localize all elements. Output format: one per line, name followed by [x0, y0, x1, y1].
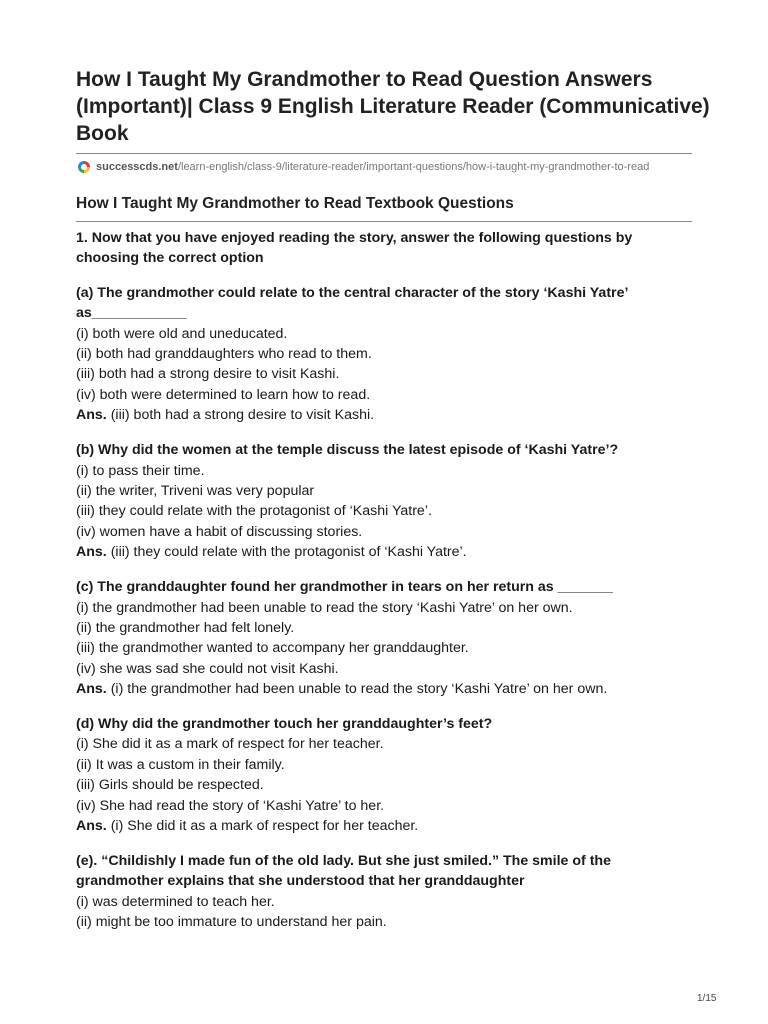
site-favicon-icon: [78, 161, 90, 173]
intro-question: 1. Now that you have enjoyed reading the story, answer the following questions by choosing the correct option: [76, 230, 633, 267]
answer-text: (i) She did it as a mark of respect for her teacher.: [110, 818, 419, 835]
page-number: 1/15: [697, 993, 717, 1004]
option: (iii) Girls should be respected.: [76, 777, 264, 794]
option: (iv) women have a habit of discussing stories.: [76, 523, 363, 540]
question-text: (a) The grandmother could relate to the central character of the story ‘Kashi Yatre’ as____________: [76, 284, 628, 322]
answer-text: (i) the grandmother had been unable to read the story ‘Kashi Yatre’ on her own.: [110, 681, 608, 698]
question-block-b: [76, 440, 692, 562]
option: (i) was determined to teach her.: [76, 893, 275, 910]
question-text: (b) Why did the women at the temple discuss the latest episode of ‘Kashi Yatre’?: [76, 442, 619, 459]
option: (i) She did it as a mark of respect for her teacher.: [76, 736, 384, 753]
option: (i) both were old and uneducated.: [76, 325, 288, 342]
option: (iii) they could relate with the protagonist of ‘Kashi Yatre’.: [76, 503, 432, 520]
answer: [76, 542, 692, 562]
url-domain: successcds.net: [96, 161, 178, 173]
question-text: (e). “Childishly I made fun of the old lady. But she just smiled.” The smile of the grandmother explains that she understood that her granddaughter: [76, 852, 611, 890]
answer: [76, 816, 692, 836]
url-path: /learn-english/class-9/literature-reader/important-questions/how-i-taught-my-grandmother-to-read: [177, 161, 650, 173]
option: (ii) both had granddaughters who read to them.: [76, 346, 372, 363]
question-content: [76, 228, 692, 947]
answer-label: Ans.: [76, 818, 107, 835]
answer-text: (iii) they could relate with the protagonist of ‘Kashi Yatre’.: [110, 544, 467, 561]
question-block-c: [76, 577, 692, 699]
source-url-row: [78, 159, 649, 175]
answer: [76, 405, 692, 425]
question-block-a: [76, 283, 692, 426]
answer-label: Ans.: [76, 544, 107, 561]
option: (iii) both had a strong desire to visit Kashi.: [76, 366, 340, 383]
option: (iii) the grandmother wanted to accompany her granddaughter.: [76, 640, 469, 657]
question-block-e: [76, 851, 692, 933]
source-url[interactable]: [96, 161, 649, 173]
question-text: (c) The granddaughter found her grandmother in tears on her return as _______: [76, 579, 613, 596]
section-heading: How I Taught My Grandmother to Read Textbook Questions: [76, 195, 514, 212]
title-divider: [76, 153, 692, 154]
option: (ii) the writer, Triveni was very popular: [76, 482, 315, 499]
option: (ii) It was a custom in their family.: [76, 756, 285, 773]
question-block-d: [76, 714, 692, 836]
option: (ii) the grandmother had felt lonely.: [76, 619, 295, 636]
page-title: How I Taught My Grandmother to Read Question Answers (Important)| Class 9 English Literature Reader (Communicative) Book: [76, 68, 710, 145]
question-text: (d) Why did the grandmother touch her granddaughter’s feet?: [76, 716, 493, 733]
option: (i) the grandmother had been unable to read the story ‘Kashi Yatre’ on her own.: [76, 599, 573, 616]
option: (ii) might be too immature to understand her pain.: [76, 914, 387, 931]
answer: [76, 679, 692, 699]
section-divider: [76, 221, 692, 222]
option: (i) to pass their time.: [76, 462, 205, 479]
answer-text: (iii) both had a strong desire to visit Kashi.: [110, 407, 375, 424]
answer-label: Ans.: [76, 407, 107, 424]
option: (iv) both were determined to learn how to read.: [76, 386, 371, 403]
option: (iv) she was sad she could not visit Kashi.: [76, 660, 339, 677]
answer-label: Ans.: [76, 681, 107, 698]
option: (iv) She had read the story of ‘Kashi Yatre’ to her.: [76, 797, 385, 814]
